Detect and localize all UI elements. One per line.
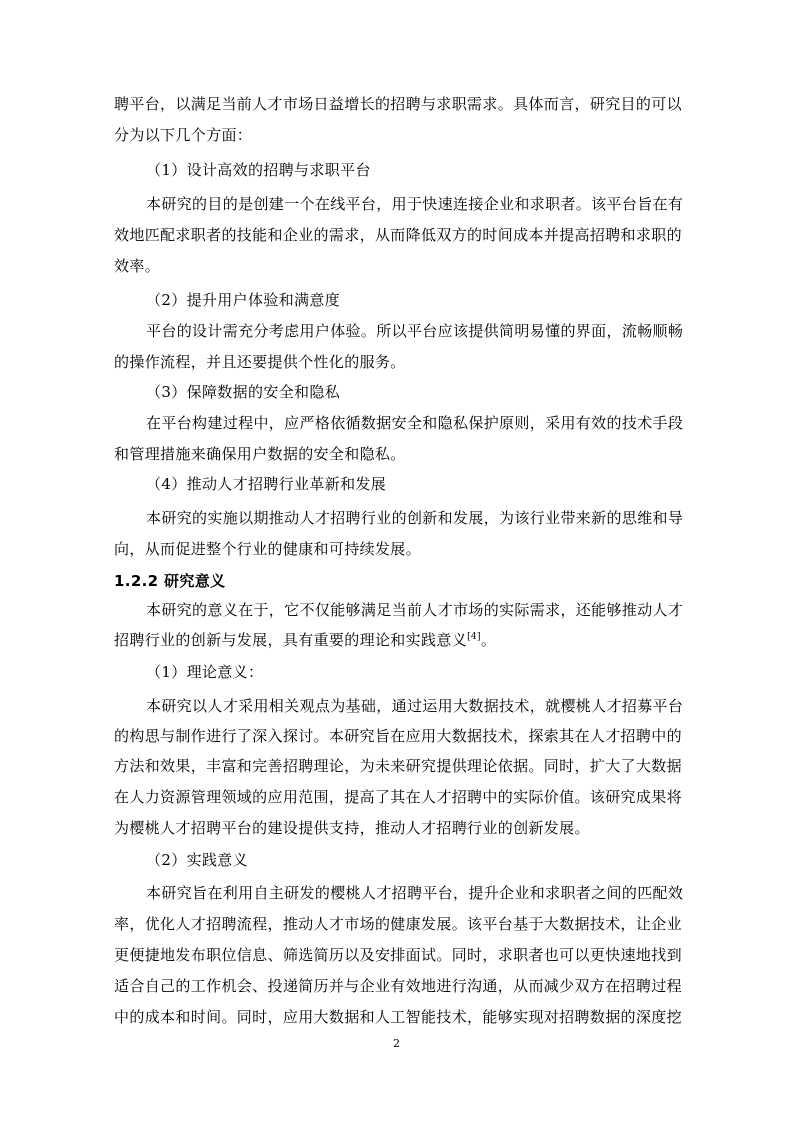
paragraph-line: 效地匹配求职者的技能和企业的需求，从而降低双方的时间成本并提高招聘和求职的 [114, 226, 682, 244]
paragraph-line-with-citation [114, 630, 496, 650]
paragraph-line: 为樱桃人才招聘平台的建设提供支持，推动人才招聘行业的创新发展。 [114, 819, 590, 837]
paragraph-line: 效率。 [114, 257, 161, 275]
paragraph-line: 本研究以人才采用相关观点为基础，通过运用大数据技术，就樱桃人才招募平台 [146, 697, 684, 715]
paragraph-line: 本研究的实施以期推动人才招聘行业的创新和发展，为该行业带来新的思维和导 [146, 509, 684, 527]
paragraph-line: 本研究的意义在于，它不仅能够满足当前人才市场的实际需求，还能够推动人才 [146, 601, 684, 619]
paragraph-text: 招聘行业的创新与发展，具有重要的理论和实践意义 [114, 631, 468, 649]
paragraph-line: 向，从而促进整个行业的健康和可持续发展。 [114, 540, 422, 558]
paragraph-line: 适合自己的工作机会、投递简历并与企业有效地进行沟通，从而减少双方在招聘过程 [114, 977, 682, 995]
paragraph-line: 的构思与制作进行了深入探讨。本研究旨在应用大数据技术，探索其在人才招聘中的 [114, 727, 682, 745]
paragraph-line: 的操作流程，并且还要提供个性化的服务。 [114, 353, 406, 371]
paragraph-line: 和管理措施来确保用户数据的安全和隐私。 [114, 445, 406, 463]
section-heading: 1.2.2 研究意义 [114, 572, 226, 590]
subsection-item-theory: （1）理论意义： [146, 663, 264, 681]
paragraph-line: 本研究旨在利用自主研发的樱桃人才招聘平台，提升企业和求职者之间的匹配效 [146, 884, 684, 902]
paragraph-line: 分为以下几个方面： [114, 126, 253, 144]
paragraph-line: 更便捷地发布职位信息、筛选简历以及安排面试。同时，求职者也可以更快速地找到 [114, 946, 682, 964]
subsection-item-2: （2）提升用户体验和满意度 [146, 291, 341, 309]
paragraph-line: 聘平台，以满足当前人才市场日益增长的招聘与求职需求。具体而言，研究目的可以 [114, 95, 682, 113]
paragraph-line: 在平台构建过程中，应严格依循数据安全和隐私保护原则，采用有效的技术手段 [146, 414, 684, 432]
paragraph-line: 中的成本和时间。同时，应用大数据和人工智能技术，能够实现对招聘数据的深度挖 [114, 1008, 682, 1026]
paragraph-text-tail: 。 [480, 631, 497, 649]
paragraph-line: 本研究的目的是创建一个在线平台，用于快速连接企业和求职者。该平台旨在有 [146, 195, 684, 213]
subsection-item-4: （4）推动人才招聘行业革新和发展 [146, 475, 387, 493]
subsection-item-1: （1）设计高效的招聘与求职平台 [146, 161, 371, 179]
paragraph-line: 平台的设计需充分考虑用户体验。所以平台应该提供简明易懂的界面，流畅顺畅 [146, 322, 684, 340]
paragraph-line: 方法和效果，丰富和完善招聘理论，为未来研究提供理论依据。同时，扩大了大数据 [114, 757, 682, 775]
paragraph-line: 在人力资源管理领域的应用范围，提高了其在人才招聘中的实际价值。该研究成果将 [114, 788, 682, 806]
subsection-item-3: （3）保障数据的安全和隐私 [146, 383, 341, 401]
page-number: 2 [393, 1037, 400, 1050]
subsection-item-practice: （2）实践意义 [146, 851, 248, 869]
paragraph-line: 率，优化人才招聘流程，推动人才市场的健康发展。该平台基于大数据技术，让企业 [114, 915, 682, 933]
citation-marker: [4] [467, 632, 481, 642]
